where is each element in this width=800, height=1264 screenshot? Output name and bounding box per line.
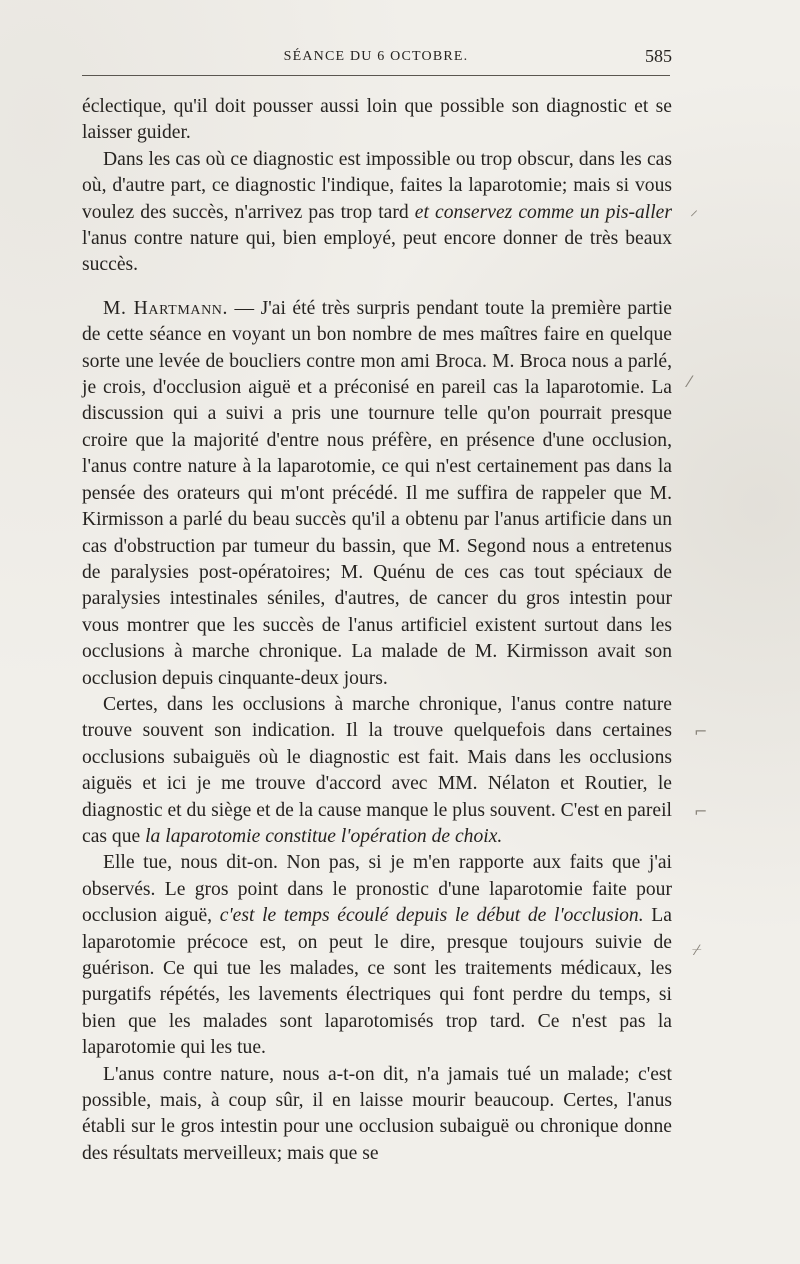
margin-pencil-mark: ⌐ [694,722,708,741]
body-text [82,94,672,1167]
text-segment: — J'ai été très surpris pendant toute la première partie de cette séance en voyant un bon nombre de mes maîtres faire en quelque sorte une levée de boucliers contre mon ami Broca. M. Broca nous a parlé, je crois, d'occlusion aiguë et a préconisé en pareil cas la laparotomie. La discussion qui a suivi a pris une tournure telle qu'on pourrait presque croire que la majorité d'entre nous préfère, en présence d'une occlusion, l'anus contre nature à la laparotomie, ce qui n'est certainement pas dans la pensée des orateurs qui m'ont précédé. Il me suffira de rappeler que M. Kirmisson a parlé du beau succès qu'il a obtenu par l'anus artificie dans un cas d'obstruction par tumeur du bassin, que M. Segond nous a entretenus de paralysies post-opératoires; M. Quénu de ces cas tout spéciaux de paralysies intestinales séniles, d'autres, de cancer du gros intestin pour vous montrer que les succès de l'anus artificiel existent surtout dans les occlusions à marche chronique. La malade de M. Kirmisson avait son occlusion depuis cinquante-deux jours. [82,297,673,689]
page-header [80,46,672,70]
speaker-name: M. Hartmann. [103,297,229,319]
paragraph [82,296,672,692]
italic-text: c'est le temps écoulé depuis le début de l'occlusion. [219,905,644,927]
text-segment: l'anus contre nature qui, bien employé, peut encore donner de très beaux succès. [82,228,672,276]
text-segment: L'anus contre nature, nous a-t-on dit, n'a jamais tué un malade; c'est possible, mais, à coup sûr, il en laisse mourir beaucoup. Certes, l'anus établi sur le gros intestin pour une occlusion subaiguë ou chronique donne des résultats merveilleux; mais que se [82,1063,672,1164]
italic-text: et conservez comme un pis-aller [414,201,672,223]
running-title: SÉANCE DU 6 OCTOBRE. [283,49,469,64]
paragraph [82,147,672,279]
margin-pencil-mark: ⸝ [690,200,699,219]
header-rule [82,75,670,76]
margin-pencil-mark: ⁄ [688,372,691,391]
text-segment: La laparotomie précoce est, on peut le dire, presque toujours suivie de guérison. Ce qui tue les malades, ce sont les traitements médicaux, les purgatifs répétés, les lavements électriques qui font perdre du temps, si bien que les malades sont laparotomisés trop tard. Ce n'est pas la laparotomie qui les tue. [82,905,672,1059]
page-number: 585 [645,46,672,66]
paragraph [82,692,672,850]
text-segment: Dans les cas où ce diagnostic est impossible ou trop obscur, dans les cas où, d'autre part, ce diagnostic l'indique, faites la laparotomie; mais si vous voulez des succès, n'arrivez pas trop tard [82,148,672,223]
margin-pencil-mark: ⌿ [692,940,702,959]
text-segment: Elle tue, nous dit-on. Non pas, si je m'en rapporte aux faits que j'ai observés. Le gros point dans le pronostic d'une laparotomie faite pour occlusion aiguë, [82,852,672,927]
margin-pencil-mark: ⌐ [694,802,708,821]
text-segment: Certes, dans les occlusions à marche chronique, l'anus contre nature trouve souvent son indication. Il la trouve quelquefois dans certaines occlusions subaiguës où le diagnostic est fait. Mais dans les occlusions aiguës et ici je me trouve d'accord avec MM. Nélaton et Routier, le diagnostic et du siège et de la cause manque le plus souvent. C'est en pareil cas que [82,693,672,847]
paragraph [82,850,672,1061]
italic-text: la laparotomie constitue l'opération de choix. [145,825,503,847]
paragraph [82,1062,672,1168]
paragraph [82,94,672,147]
text-segment: éclectique, qu'il doit pousser aussi loin que possible son diagnostic et se laisser guider. [82,96,672,144]
